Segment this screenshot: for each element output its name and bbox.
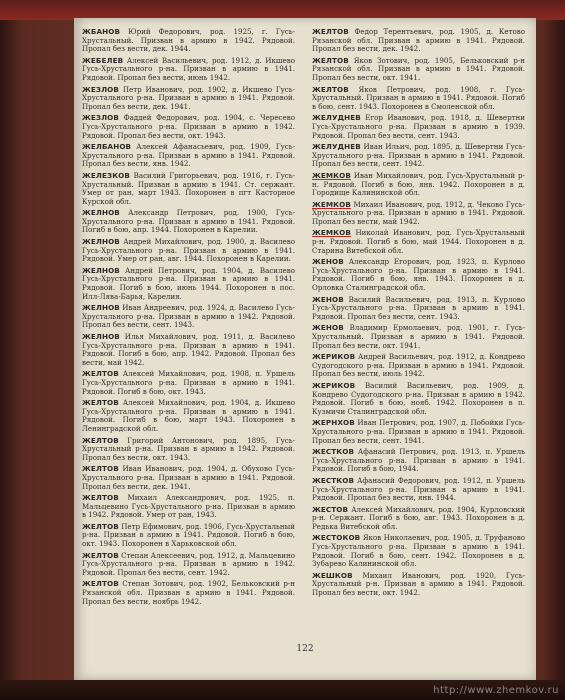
entry-surname: ЖЕМКОВ xyxy=(312,170,351,180)
entry-details: Петр Ефимович, род. 1906, Гусь-Хрустальный р-на. Призван в армию в 1941. Рядовой. Погиб в бою, окт. 1943. Похоронен в Харьковской обл. xyxy=(82,521,295,549)
entry-surname: ЖЕСТКОВ xyxy=(312,447,355,457)
entry-details: Яков Зотович, род. 1905, Бельковский р-н Рязанской обл. Призван в армию в 1941. Рядовой. Пропал без вести, окт. 1941. xyxy=(312,55,525,82)
memorial-entry xyxy=(312,477,525,503)
entry-surname: ЖЕЛНОВ xyxy=(82,208,120,218)
entry-surname: ЖЕЛТОВ xyxy=(312,27,349,36)
entry-details: Алексей Михайлович, род. 1904, Курловский р-н. Сержант. Погиб в бою, авг. 1943. Похоронен в д. Редька Витебской обл. xyxy=(312,504,525,531)
memorial-entry xyxy=(82,399,295,433)
entry-details: Андрей Васильевич, род. 1912, д. Кондрево Судогодского р-на. Призван в армию в 1941. Рядовой. Пропал без вести, июль 1942. xyxy=(312,352,525,379)
entry-surname: ЖЕЛУДНЕВ xyxy=(312,142,361,152)
entry-details: Яков Петрович, род. 1908, г. Гусь-Хрустальный. Призван в армию в 1941. Рядовой. Погиб в бою, сент. 1943. Похоронен в Смоленской обл. xyxy=(312,84,525,111)
entry-surname: ЖЕЛЕЗКОВ xyxy=(82,170,130,180)
entry-surname: ЖЕШКОВ xyxy=(312,570,353,580)
entry-details: Афанасий Федорович, род. 1912, п. Уршель Гусь-Хрустального р-на. Призван в армию в 1941. Рядовой. Пропал без вести, янв. 1944. xyxy=(312,475,525,503)
entry-details: Иван Иванович, род. 1904, д. Обухово Гусь-Хрустального р-на. Призван в армию в 1941. Рядовой. Пропал без вести, дек. 1941. xyxy=(82,464,295,491)
entry-surname: ЖЕСТОКОВ xyxy=(312,533,361,543)
entry-surname: ЖЕЛУДНЕВ xyxy=(312,113,361,123)
memorial-entry xyxy=(82,267,295,301)
entry-details: Петр Иванович, род. 1902, д. Икшево Гусь-Хрустального р-на. Призван в армию в 1941. Рядовой. Пропал без вести, дек. 1941. xyxy=(82,84,295,111)
memorial-entry xyxy=(312,28,525,54)
entry-details: Илья Михайлович, род. 1911, д. Василево Гусь-Хрустального р-на. Призван в армию в 1941. Рядовой. Погиб в бою, апр. 1942. Рядовой. Пропал без вести, май 1942. xyxy=(82,332,295,367)
book-cover-edge xyxy=(0,0,565,20)
entry-surname: ЖЕЛТОВ xyxy=(312,84,349,94)
memorial-entry xyxy=(82,86,295,112)
memorial-entry xyxy=(82,333,295,367)
entry-surname: ЖЕЗЛОВ xyxy=(82,113,119,123)
entry-details: Степан Алексеевич, род. 1912, д. Мальцевино Гусь-Хрустального р-на. Призван в армию в 1942. Рядовой. Пропал без вести, сент. 1942. xyxy=(82,550,295,577)
memorial-entry xyxy=(82,238,295,264)
entry-surname: ЖЕЛНОВ xyxy=(82,303,120,313)
entry-details: Федор Терентьевич, род. 1905, д. Кетово Рязанской обл. Призван в армию в 1941. Рядовой. Пропал без вести, дек. 1942. xyxy=(312,27,525,54)
entry-surname: ЖЕНОВ xyxy=(312,294,344,304)
memorial-entry xyxy=(82,28,295,54)
entry-surname: ЖЕСТКОВ xyxy=(312,475,355,485)
entry-details: Иван Михайлович, род. Гусь-Хрустальный р-н. Рядовой. Погиб в бою, янв. 1942. Похоронен в д. Городище Калининской обл. xyxy=(312,170,525,198)
entry-surname: ЖЕЛНОВ xyxy=(82,332,120,341)
memorial-entry xyxy=(312,296,525,322)
entry-details: Василий Григорьевич, род. 1916, г. Гусь-Хрустальный. Призван в армию в 1941. Ст. сержант. Умер от ран, март 1943. Похоронен в пгт Касторное Курской обл. xyxy=(82,170,295,206)
memorial-entry xyxy=(82,437,295,463)
memorial-entry xyxy=(312,57,525,83)
entry-surname: ЖЕЗЛОВ xyxy=(82,84,119,94)
entry-details: Николай Иванович, род. Гусь-Хрустальный р-н. Рядовой. Погиб в бою, май 1944. Похоронен в д. Старина Витебской обл. xyxy=(312,228,525,255)
memorial-entry xyxy=(82,370,295,396)
entry-surname: ЖЕМКОВ xyxy=(312,199,351,209)
entry-details: Иван Ильич, род. 1895, д. Шевертни Гусь-Хрустального р-на. Призван в армию в 1941. Рядовой. Пропал без вести, сент. 1942. xyxy=(312,142,525,169)
memorial-entry xyxy=(312,229,525,255)
entry-surname: ЖЕЛНОВ xyxy=(82,237,120,247)
memorial-entry xyxy=(312,86,525,112)
entry-details: Алексей Михайлович, род. 1904, д. Икшево Гусь-Хрустального р-на. Призван в армию в 1941. Рядовой. Погиб в бою, март 1943. Похоронен в Ленинградской обл. xyxy=(82,398,295,433)
memorial-entry xyxy=(312,448,525,474)
entry-details: Андрей Михайлович, род. 1900, д. Василево Гусь-Хрустального р-на. Призван в армию в 1941. Рядовой. Умер от ран, авг. 1944. Похоронен в Карелии. xyxy=(82,237,295,264)
memorial-entry xyxy=(312,143,525,169)
entry-details: Андрей Петрович, род. 1904, д. Василево Гусь-Хрустального р-на. Призван в армию в 1941. Рядовой. Погиб в бою, июнь 1944. Похоронен в пос. Илл-Лява-Барья, Карелия. xyxy=(82,265,295,301)
entry-surname: ЖЕЛТОВ xyxy=(82,464,119,474)
memorial-entry xyxy=(312,324,525,350)
memorial-entry xyxy=(312,172,525,198)
memorial-entry xyxy=(312,534,525,568)
entry-details: Фаддей Федорович, род. 1904, с. Чересево Гусь-Хрустального р-на. Призван в армию в 1942. Рядовой. Пропал без вести, окт. 1943. xyxy=(82,113,295,140)
memorial-entry xyxy=(82,143,295,169)
entry-surname: ЖЕЛТОВ xyxy=(312,55,349,65)
entry-surname: ЖЕРИКОВ xyxy=(312,380,356,390)
entry-details: Иван Андреевич, род. 1924, д. Василево Гусь-Хрустального р-на. Призван в армию в 1942. Рядовой. Пропал без вести, сент. 1943. xyxy=(82,303,295,330)
entry-details: Григорий Антонович, род. 1895, Гусь-Хрустальный р-на. Призван в армию в 1942. Рядовой. Пропал без вести, окт. 1943. xyxy=(82,435,295,462)
memorial-entry xyxy=(82,209,295,235)
left-column xyxy=(82,28,295,609)
memorial-entry xyxy=(312,506,525,532)
entry-details: Михаил Иванович, род. 1920, Гусь-Хрустальный р-н. Призван в армию в 1941. Рядовой. Пропал без вести, окт. 1942. xyxy=(312,570,525,598)
entry-surname: ЖБАНОВ xyxy=(82,27,121,36)
entry-details: Василий Васильевич, род. 1909, д. Кондрево Судогодского р-на. Призван в армию в 1942. Рядовой. Погиб в бою, нояб. 1942. Похоронен в п. Кузмичи Сталинградской обл. xyxy=(312,380,525,416)
memorial-entry xyxy=(312,419,525,445)
right-column xyxy=(312,28,525,601)
entry-surname: ЖЕНОВ xyxy=(312,323,344,333)
memorial-entry xyxy=(82,552,295,578)
memorial-entry xyxy=(82,114,295,140)
memorial-entry xyxy=(312,572,525,598)
entry-details: Яков Николаевич, род. 1905, д. Труфаново Гусь-Хрустального р-на. Призван в армию в 1941. Рядовой. Погиб в бою, сент. 1942. Похоронен в д. Зубарево Калининской обл. xyxy=(312,533,525,569)
memorial-entry xyxy=(82,494,295,520)
entry-details: Егор Иванович, род. 1918, д. Шевертни Гусь-Хрустального р-на. Призван в армию в 1939. Рядовой. Пропал без вести, сент. 1943. xyxy=(312,113,525,140)
book-page xyxy=(74,18,536,680)
entry-details: Степан Зотович, род. 1902, Бельковский р-н Рязанской обл. Призван в армию в 1941. Рядовой. Пропал без вести, ноябрь 1942. xyxy=(82,579,295,606)
entry-details: Михаил Иванович, род. 1912, д. Чеково Гусь-Хрустального р-на. Призван в армию в 1941. Рядовой. Пропал без вести, май 1942. xyxy=(312,199,525,226)
entry-surname: ЖЕЛБАНОВ xyxy=(82,142,132,152)
watermark: http://www.zhemkov.ru xyxy=(433,685,559,696)
entry-surname: ЖЕБЕЛЕВ xyxy=(82,55,124,65)
entry-details: Афанасий Петрович, род. 1913, п. Уршель Гусь-Хрустального р-на. Призван в армию в 1941. Рядовой. Погиб в бою, 1944. xyxy=(312,447,525,474)
entry-surname: ЖЕНОВ xyxy=(312,257,344,267)
entry-surname: ЖЕЛТОВ xyxy=(82,435,119,445)
entry-surname: ЖЕЛТОВ xyxy=(82,521,119,531)
entry-surname: ЖЕМКОВ xyxy=(312,228,351,238)
memorial-entry xyxy=(312,114,525,140)
page-number: 122 xyxy=(296,644,314,654)
entry-details: Алексей Васильевич, род. 1912, д. Икшево Гусь-Хрустального р-на. Призван в армию в 1941. Рядовой. Пропал без вести, июнь 1942. xyxy=(82,55,295,82)
entry-details: Александр Петрович, род. 1900, Гусь-Хрустального р-на. Призван в армию в 1941. Рядовой. Погиб в бою, апр. 1944. Похоронен в Карелии. xyxy=(82,208,295,235)
memorial-entry xyxy=(312,258,525,292)
memorial-entry xyxy=(82,465,295,491)
entry-details: Алексей Афанасьевич, род. 1909, Гусь-Хрустального р-на. Призван в армию в 1941. Рядовой. Пропал без вести, янв. 1942. xyxy=(82,142,295,169)
entry-surname: ЖЕЛНОВ xyxy=(82,265,120,275)
entry-details: Василий Васильевич, род. 1913, п. Курлово Гусь-Хрустального р-на. Призван в армию в 1941. Рядовой. Пропал без вести, сент. 1943. xyxy=(312,294,525,321)
memorial-entry xyxy=(82,580,295,606)
entry-details: Алексей Михайлович, род. 1908, п. Уршель Гусь-Хрустального р-на. Призван в армию в 1941. Рядовой. Погиб в бою, окт. 1943. xyxy=(82,369,295,396)
entry-surname: ЖЕЛТОВ xyxy=(82,550,119,560)
memorial-entry xyxy=(312,201,525,227)
entry-details: Юрий Федорович, род. 1925, г. Гусь-Хрустальный. Призван в армию в 1942. Рядовой. Пропал без вести, дек. 1944. xyxy=(82,27,295,54)
entry-surname: ЖЕЛТОВ xyxy=(82,579,119,589)
memorial-entry xyxy=(82,172,295,206)
entry-surname: ЖЕРИКОВ xyxy=(312,352,356,362)
memorial-entry xyxy=(312,382,525,416)
entry-surname: ЖЕЛТОВ xyxy=(82,493,119,503)
memorial-entry xyxy=(82,523,295,549)
entry-details: Иван Петрович, род. 1907, д. Побойки Гусь-Хрустального р-на. Призван в армию в 1941. Рядовой. Пропал без вести, сент. 1941. xyxy=(312,418,525,445)
memorial-entry xyxy=(312,353,525,379)
entry-details: Владимир Ермолаевич, род. 1901, г. Гусь-Хрустальный. Призван в армию в 1941. Рядовой. Пропал без вести, окт. 1941. xyxy=(312,323,526,350)
entry-details: Михаил Александрович, род. 1925, п. Мальцевино Гусь-Хрустального р-на. Призван в армию в 1942. Рядовой. Умер от ран, 1943. xyxy=(82,493,295,520)
entry-surname: ЖЕРНХОВ xyxy=(312,418,355,428)
entry-surname: ЖЕЛТОВ xyxy=(82,398,119,408)
memorial-entry xyxy=(82,304,295,330)
memorial-entry xyxy=(82,57,295,83)
entry-surname: ЖЕСТОВ xyxy=(312,504,349,514)
entry-details: Александр Егорович, род. 1923, п. Курлово Гусь-Хрустального р-на. Призван в армию в 1941. Рядовой. Погиб в бою, янв. 1943. Похоронен в д. Орловка Сталинградской обл. xyxy=(312,257,525,293)
entry-surname: ЖЕЛТОВ xyxy=(82,369,119,379)
